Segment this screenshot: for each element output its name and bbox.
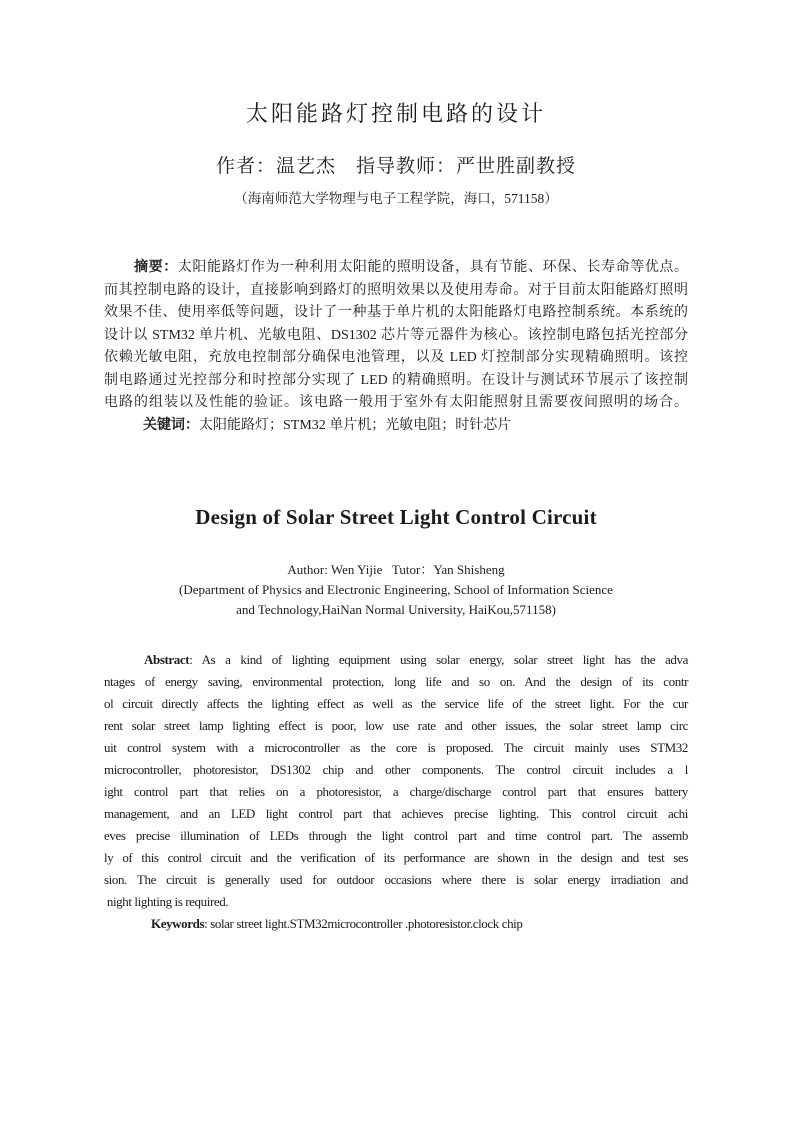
abstract-line-en: night lighting is required. [104,894,229,909]
abstract-line-en: ight control part that relies on a photoresistor, a charge/discharge control part that ensures battery [104,784,688,799]
abstract-line-en: ol circuit directly affects the lighting effect as well as the service life of the street light. For the cur [104,696,688,711]
keywords-line-en [104,913,688,935]
abstract-line-cn: 设计以 STM32 单片机、光敏电阻、DS1302 芯片等元器件为核心。该控制电路包括光控部分 [104,327,688,343]
keywords-label-cn: 关键词： [143,417,199,433]
english-byline: Author: Wen Yijie Tutor：Yan Shisheng [287,562,505,577]
chinese-title: 太阳能路灯控制电路的设计 [245,101,546,126]
abstract-first-line-text-cn: 太阳能路灯作为一种利用太阳能的照明设备，具有节能、环保、长寿命等优点。 [177,260,689,275]
abstract-line-cn: 电路的组装以及性能的验证。该电路一般用于室外有太阳能照射且需要夜间照明的场合。 [104,395,688,410]
keywords-text-cn: 太阳能路灯；STM32 单片机；光敏电阻；时针芯片 [199,417,512,433]
abstract-first-line-cn [104,257,688,280]
abstract-label-en: Abstract [144,652,190,667]
chinese-abstract [104,257,688,437]
abstract-line-en: uit control system with a microcontroller as the core is proposed. The circuit mainly uses STM32 [104,740,688,755]
english-abstract [104,649,688,935]
keywords-line-cn [104,415,688,438]
english-affiliation-line-1: (Department of Physics and Electronic Engineering, School of Information Science [179,582,613,597]
chinese-affiliation: （海南师范大学物理与电子工程学院，海口，571158） [234,191,558,206]
chinese-byline: 作者：温艺杰 指导教师：严世胜副教授 [215,156,576,177]
abstract-first-line-text-en: : As a kind of lighting equipment using solar energy, solar street light has the adva [189,652,688,667]
abstract-line-en: sion. The circuit is generally used for outdoor occasions where there is solar energy irradiation and [104,872,688,887]
abstract-line-en: ntages of energy saving, environmental protection, long life and so on. And the design of its contr [104,674,688,689]
english-affiliation-line-2: and Technology,HaiNan Normal University, HaiKou,571158) [236,602,556,617]
abstract-first-line-en [104,649,688,671]
abstract-line-cn: 效果不佳、使用率低等问题，设计了一种基于单片机的太阳能路灯电路控制系统。本系统的 [104,305,688,320]
abstract-line-cn: 而其控制电路的设计，直接影响到路灯的照明效果以及使用寿命。对于目前太阳能路灯照明 [104,282,688,298]
keywords-text-en: : solar street light.STM32microcontroller .photoresistor.clock chip [204,916,523,931]
english-title: Design of Solar Street Light Control Circuit [195,505,597,529]
abstract-line-cn: 制电路通过光控部分和时控部分实现了 LED 的精确照明。在设计与测试环节展示了该控制 [104,372,688,388]
abstract-line-en: microcontroller, photoresistor, DS1302 chip and other components. The control circuit includes a l [104,762,688,777]
abstract-label-cn: 摘要： [134,260,178,275]
abstract-line-en: ly of this control circuit and the verification of its performance are shown in the design and test ses [104,850,688,865]
abstract-line-en: eves precise illumination of LEDs through the light control part and time control part. The assemb [104,828,688,843]
abstract-line-cn: 依赖光敏电阻，充放电控制部分确保电池管理，以及 LED 灯控制部分实现精确照明。该控 [104,350,688,365]
english-affiliation [104,580,688,620]
abstract-line-en: rent solar street lamp lighting effect is poor, low use rate and other issues, the solar street lamp circ [104,718,688,733]
abstract-line-en: management, and an LED light control part that achieves precise lighting. This control circuit achi [104,806,688,821]
keywords-label-en: Keywords [151,916,205,931]
